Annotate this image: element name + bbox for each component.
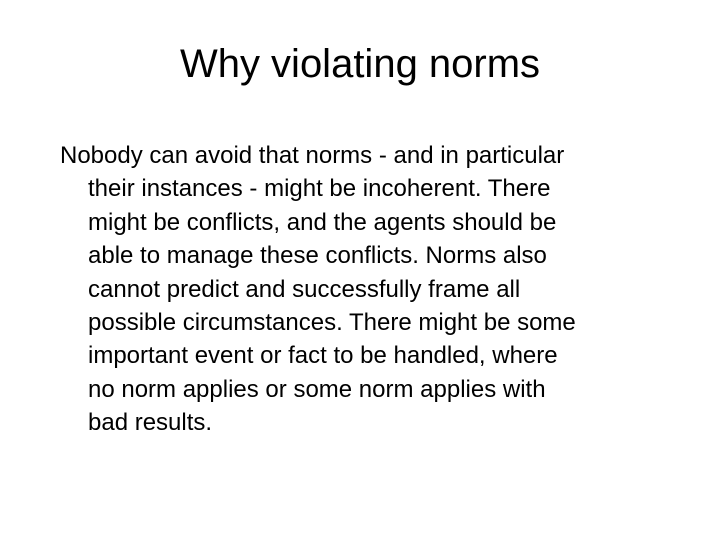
slide-body xyxy=(60,139,670,440)
body-line: no norm applies or some norm applies with xyxy=(88,375,546,403)
body-line: might be conflicts, and the agents should be xyxy=(88,208,557,236)
body-line: bad results. xyxy=(88,409,213,437)
body-line: able to manage these conflicts. Norms also xyxy=(88,242,547,270)
body-line: Nobody can avoid that norms - and in particular xyxy=(60,142,565,169)
body-line: their instances - might be incoherent. There xyxy=(88,175,551,203)
body-line: cannot predict and successfully frame all xyxy=(88,275,521,303)
slide-title: Why violating norms xyxy=(179,42,541,86)
body-line: important event or fact to be handled, where xyxy=(88,342,558,370)
body-line: possible circumstances. There might be some xyxy=(88,309,576,337)
